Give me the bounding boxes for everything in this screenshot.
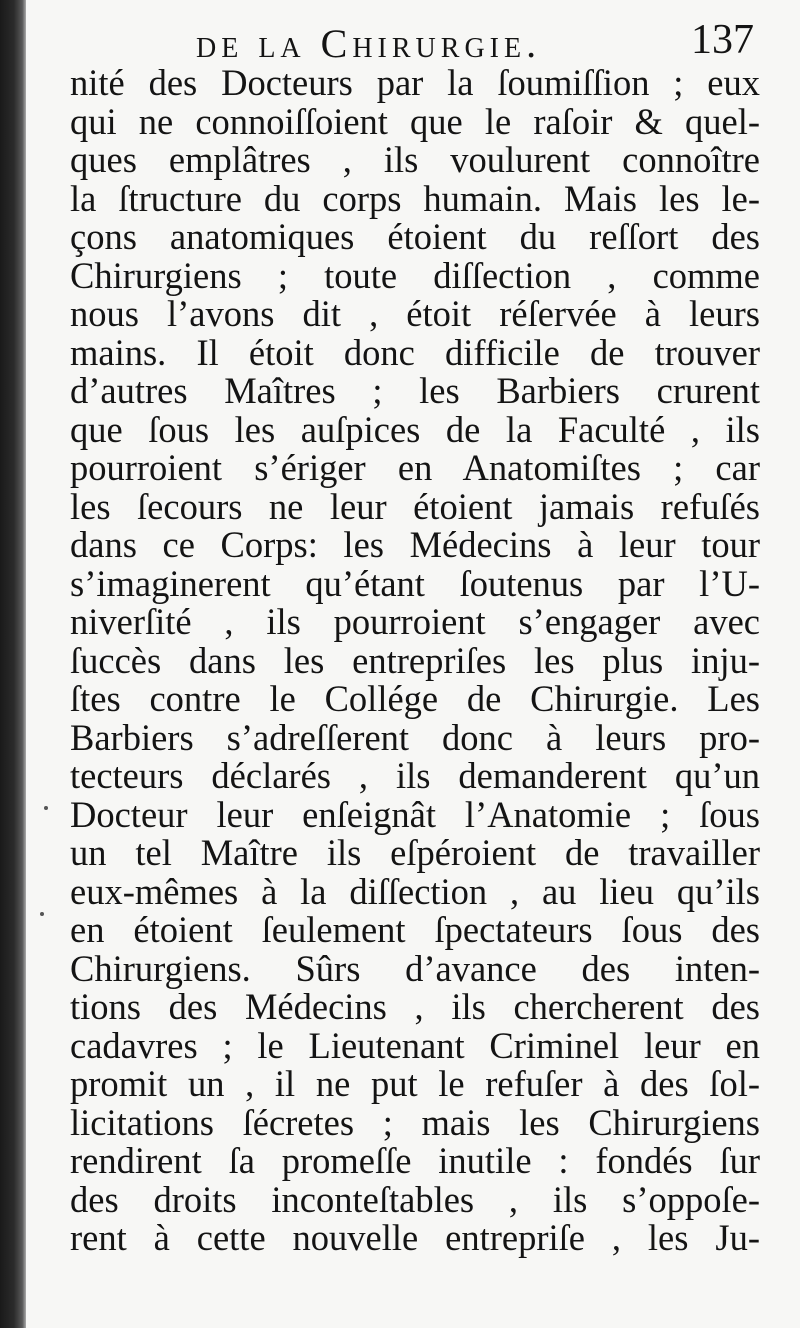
text-line: Chirurgiens. Sûrs d’avance des inten-	[70, 947, 760, 989]
text-line: Chirurgiens ; toute diſſection , comme	[70, 254, 760, 296]
text-line: çons anatomiques étoient du reſſort des	[70, 216, 760, 257]
text-line: eux-mêmes à la diſſection , au lieu qu’ils	[70, 870, 760, 912]
text-line: mains. Il étoit donc difficile de trouver	[70, 331, 760, 373]
page-number: 137	[691, 17, 754, 63]
scan-edge	[0, 0, 28, 1328]
page-header	[86, 16, 776, 66]
text-line: rendirent ſa promeſſe inutile : fondés ſur	[70, 1140, 760, 1181]
text-line: en étoient ſeulement ſpectateurs ſous des	[70, 909, 760, 950]
ink-speck	[44, 806, 48, 810]
text-line: ſtes contre le Collége de Chirurgie. Les	[70, 678, 760, 719]
ink-speck	[40, 912, 44, 916]
text-line: promit un , il ne put le refuſer à des ſol-	[70, 1063, 760, 1104]
body-text	[70, 64, 760, 1258]
text-line: que ſous les auſpices de la Faculté , ils	[70, 408, 760, 450]
text-line: tions des Médecins , ils chercherent des	[70, 986, 760, 1027]
book-page	[26, 0, 800, 1328]
text-line: pourroient s’ériger en Anatomiſtes ; car	[70, 447, 760, 488]
text-line: qui ne connoiſſoient que le raſoir & quel-	[70, 100, 760, 142]
text-line: licitations ſécretes ; mais les Chirurgiens	[70, 1101, 760, 1143]
text-line: la ſtructure du corps humain. Mais les le-	[70, 177, 760, 219]
text-line: rent à cette nouvelle entrepriſe , les Ju-	[70, 1217, 760, 1258]
text-line: s’imaginerent qu’étant ſoutenus par l’U-	[70, 562, 760, 604]
text-line: des droits inconteſtables , ils s’oppoſe-	[70, 1178, 760, 1220]
text-line: cadavres ; le Lieutenant Criminel leur en	[70, 1024, 760, 1066]
text-line: Docteur leur enſeignât l’Anatomie ; ſous	[70, 793, 760, 835]
text-line: nous l’avons dit , étoit réſervée à leurs	[70, 293, 760, 334]
text-line: d’autres Maîtres ; les Barbiers crurent	[70, 370, 760, 411]
text-line: dans ce Corps: les Médecins à leur tour	[70, 524, 760, 565]
text-line: ſuccès dans les entrepriſes les plus inju-	[70, 639, 760, 681]
text-line: un tel Maître ils eſpéroient de travailler	[70, 832, 760, 873]
text-line: les ſecours ne leur étoient jamais refuſés	[70, 485, 760, 527]
running-title: de la Chirurgie.	[196, 21, 542, 66]
text-line: niverſité , ils pourroient s’engager avec	[70, 601, 760, 642]
text-line: ques emplâtres , ils voulurent connoître	[70, 139, 760, 180]
text-line: nité des Docteurs par la ſoumiſſion ; eux	[70, 62, 760, 103]
text-line: Barbiers s’adreſſerent donc à leurs pro-	[70, 716, 760, 758]
text-line: tecteurs déclarés , ils demanderent qu’un	[70, 755, 760, 796]
